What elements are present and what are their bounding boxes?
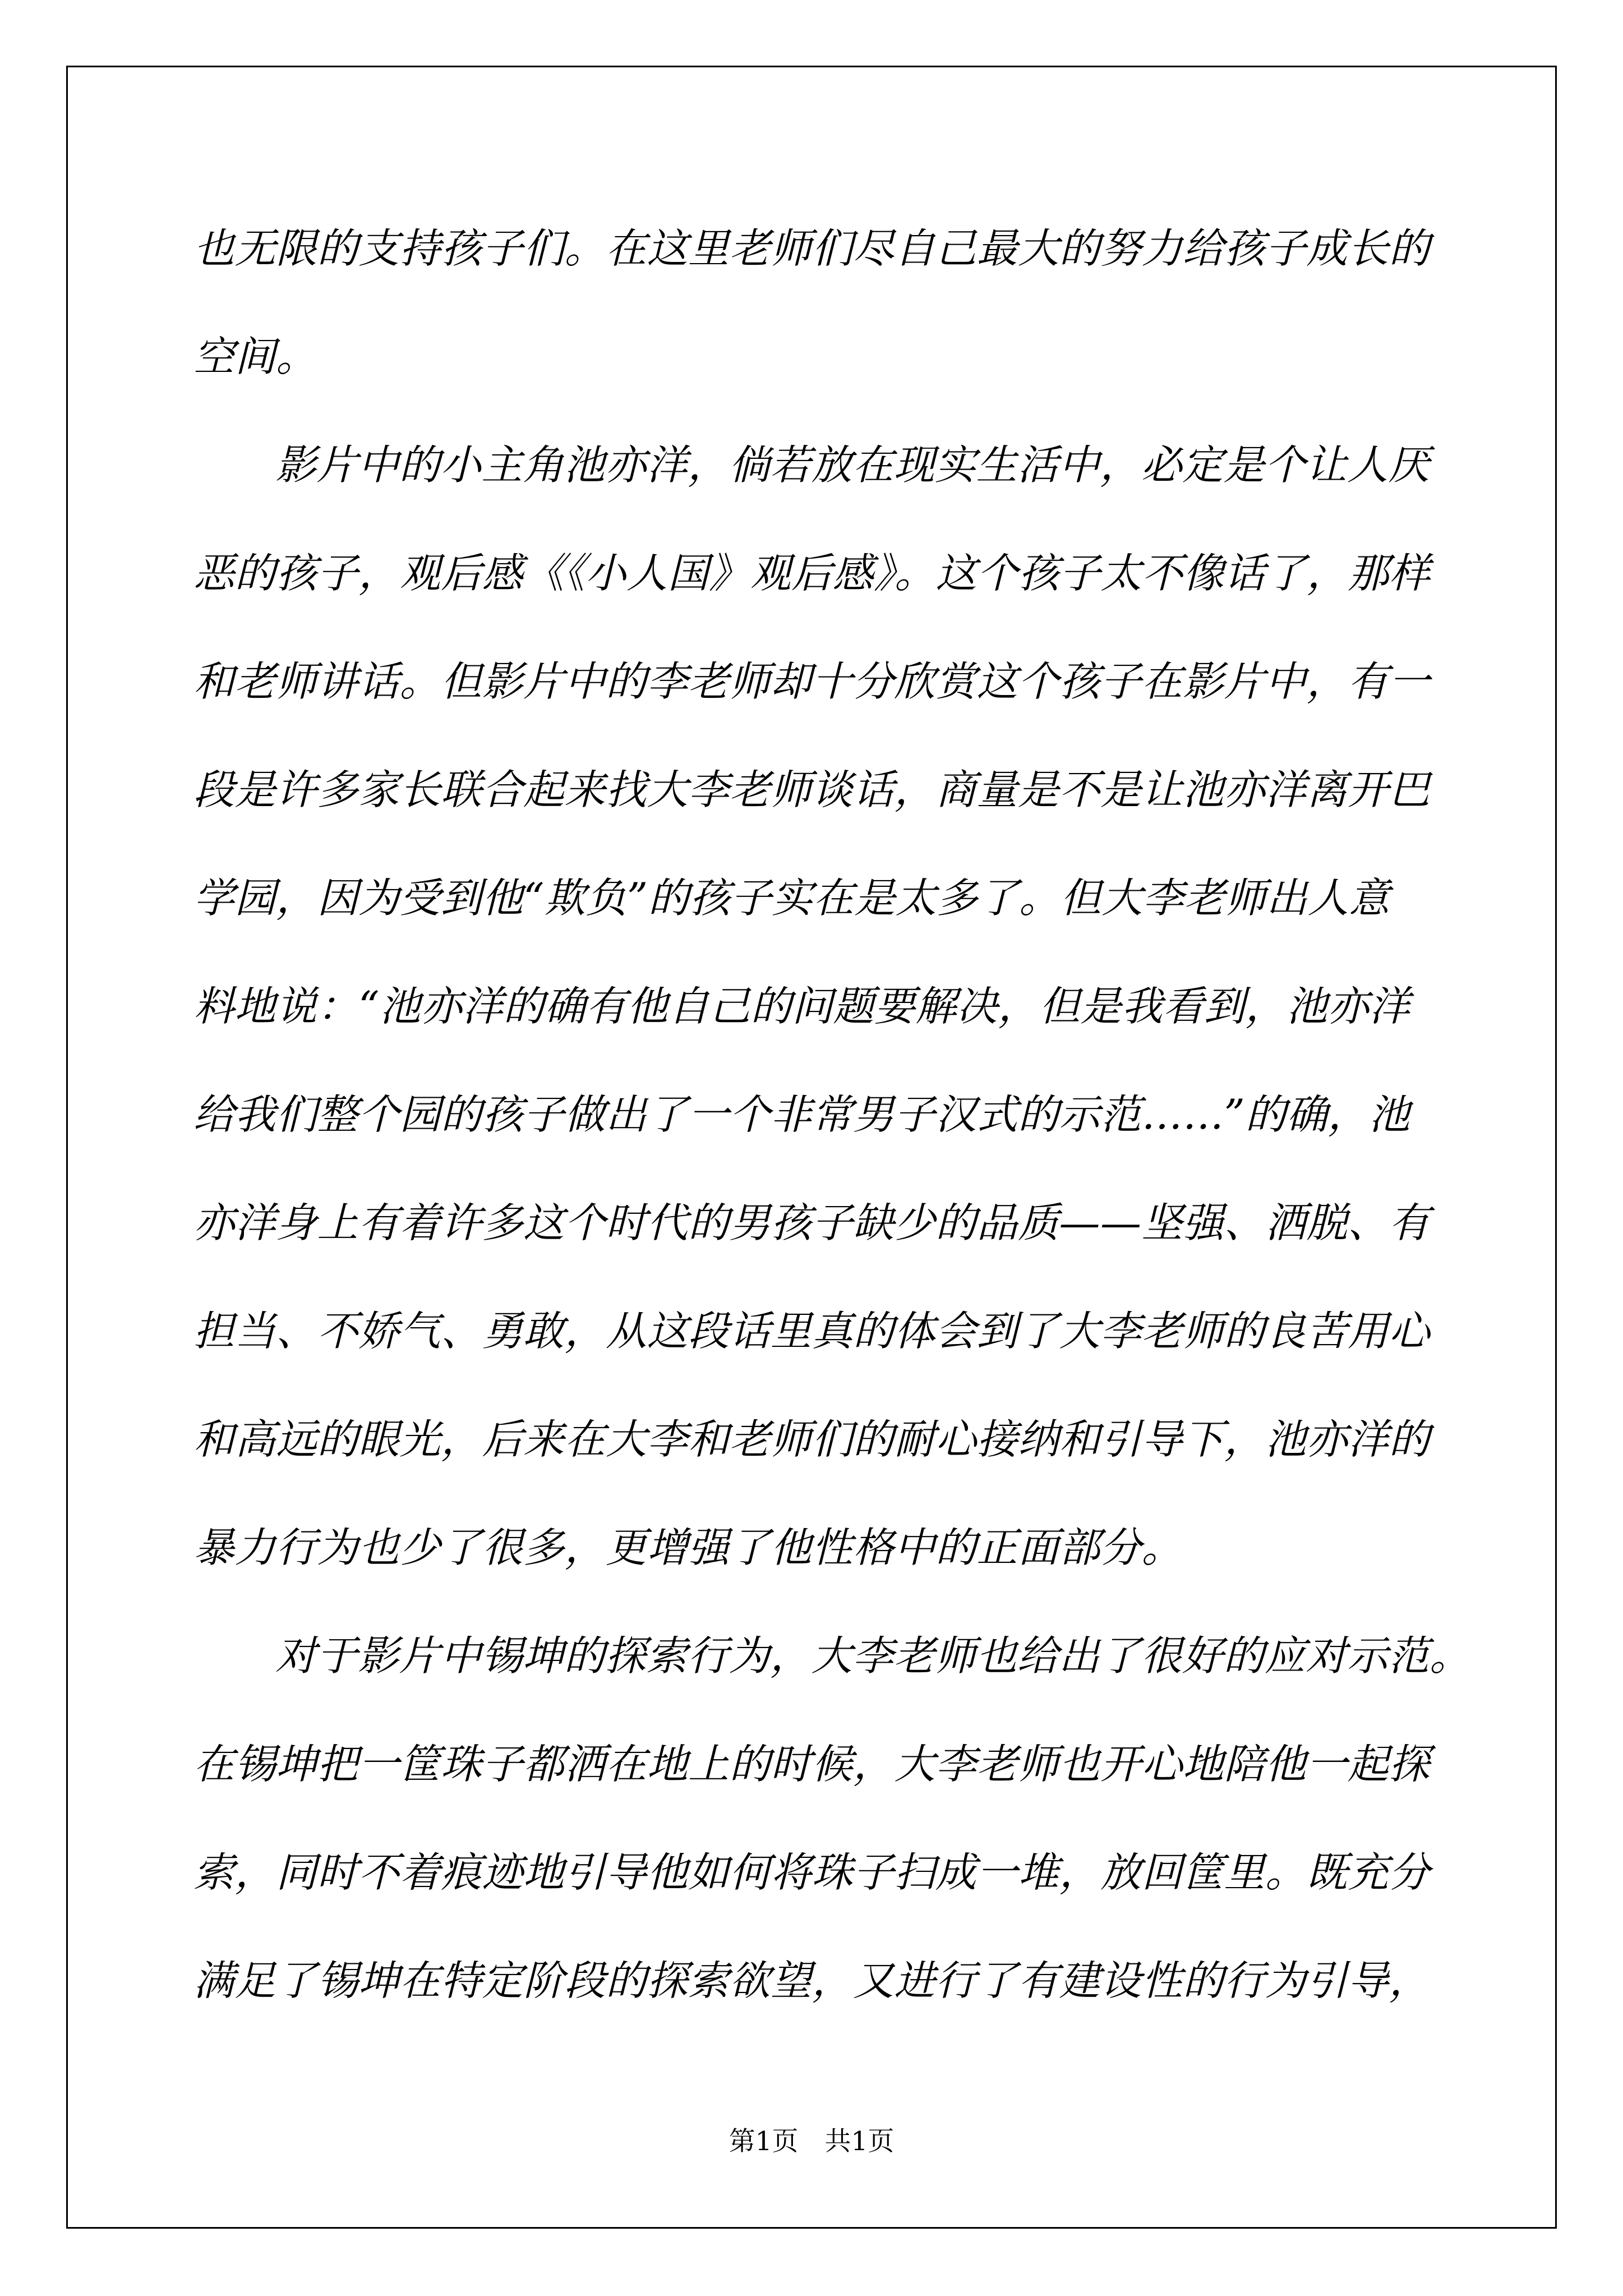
paragraph-2-line-6: 料地说：“池亦洋的确有他自己的问题要解决，但是我看到，池亦洋 xyxy=(193,983,1410,1030)
paragraph-2-line-5: 学园，因为受到他“欺负”的孩子实在是太多了。但大李老师出人意 xyxy=(193,875,1390,922)
page-number-footer: 第1页 共1页 xyxy=(728,2126,895,2157)
paragraph-3-line-1: 对于影片中锡坤的探索行为，大李老师也给出了很好的应对示范。 xyxy=(275,1632,1471,1680)
paragraph-3-line-3: 索，同时不着痕迹地引导他如何将珠子扫成一堆，放回筐里。既充分 xyxy=(193,1849,1430,1897)
paragraph-2-line-1: 影片中的小主角池亦洋，倘若放在现实生活中，必定是个让人厌 xyxy=(275,441,1430,489)
paragraph-2-line-10: 和高远的眼光，后来在大李和老师们的耐心接纳和引导下，池亦洋的 xyxy=(193,1416,1430,1464)
paragraph-3-line-4: 满足了锡坤在特定阶段的探索欲望，又进行了有建设性的行为引导， xyxy=(193,1957,1430,2005)
paragraph-3-line-2: 在锡坤把一筐珠子都洒在地上的时候，大李老师也开心地陪他一起探 xyxy=(193,1741,1430,1788)
paragraph-2-line-8: 亦洋身上有着许多这个时代的男孩子缺少的品质——坚强、洒脱、有 xyxy=(193,1199,1430,1247)
paragraph-1-line-1: 也无限的支持孩子们。在这里老师们尽自己最大的努力给孩子成长的 xyxy=(193,225,1430,273)
paragraph-2-line-7: 给我们整个园的孩子做出了一个非常男子汉式的示范……”的确，池 xyxy=(193,1091,1410,1139)
paragraph-2-line-3: 和老师讲话。但影片中的李老师却十分欣赏这个孩子在影片中，有一 xyxy=(193,658,1430,706)
paragraph-2-line-4: 段是许多家长联合起来找大李老师谈话，商量是不是让池亦洋离开巴 xyxy=(193,766,1430,814)
paragraph-2-line-9: 担当、不娇气、勇敢，从这段话里真的体会到了大李老师的良苦用心 xyxy=(193,1308,1430,1355)
paragraph-1-line-2: 空间。 xyxy=(193,333,317,381)
body-text xyxy=(193,195,1471,2035)
paragraph-2-line-2: 恶的孩子，观后感《《小人国》观后感》。这个孩子太不像话了，那样 xyxy=(193,550,1431,597)
paragraph-2-line-11: 暴力行为也少了很多，更增强了他性格中的正面部分。 xyxy=(193,1524,1183,1572)
